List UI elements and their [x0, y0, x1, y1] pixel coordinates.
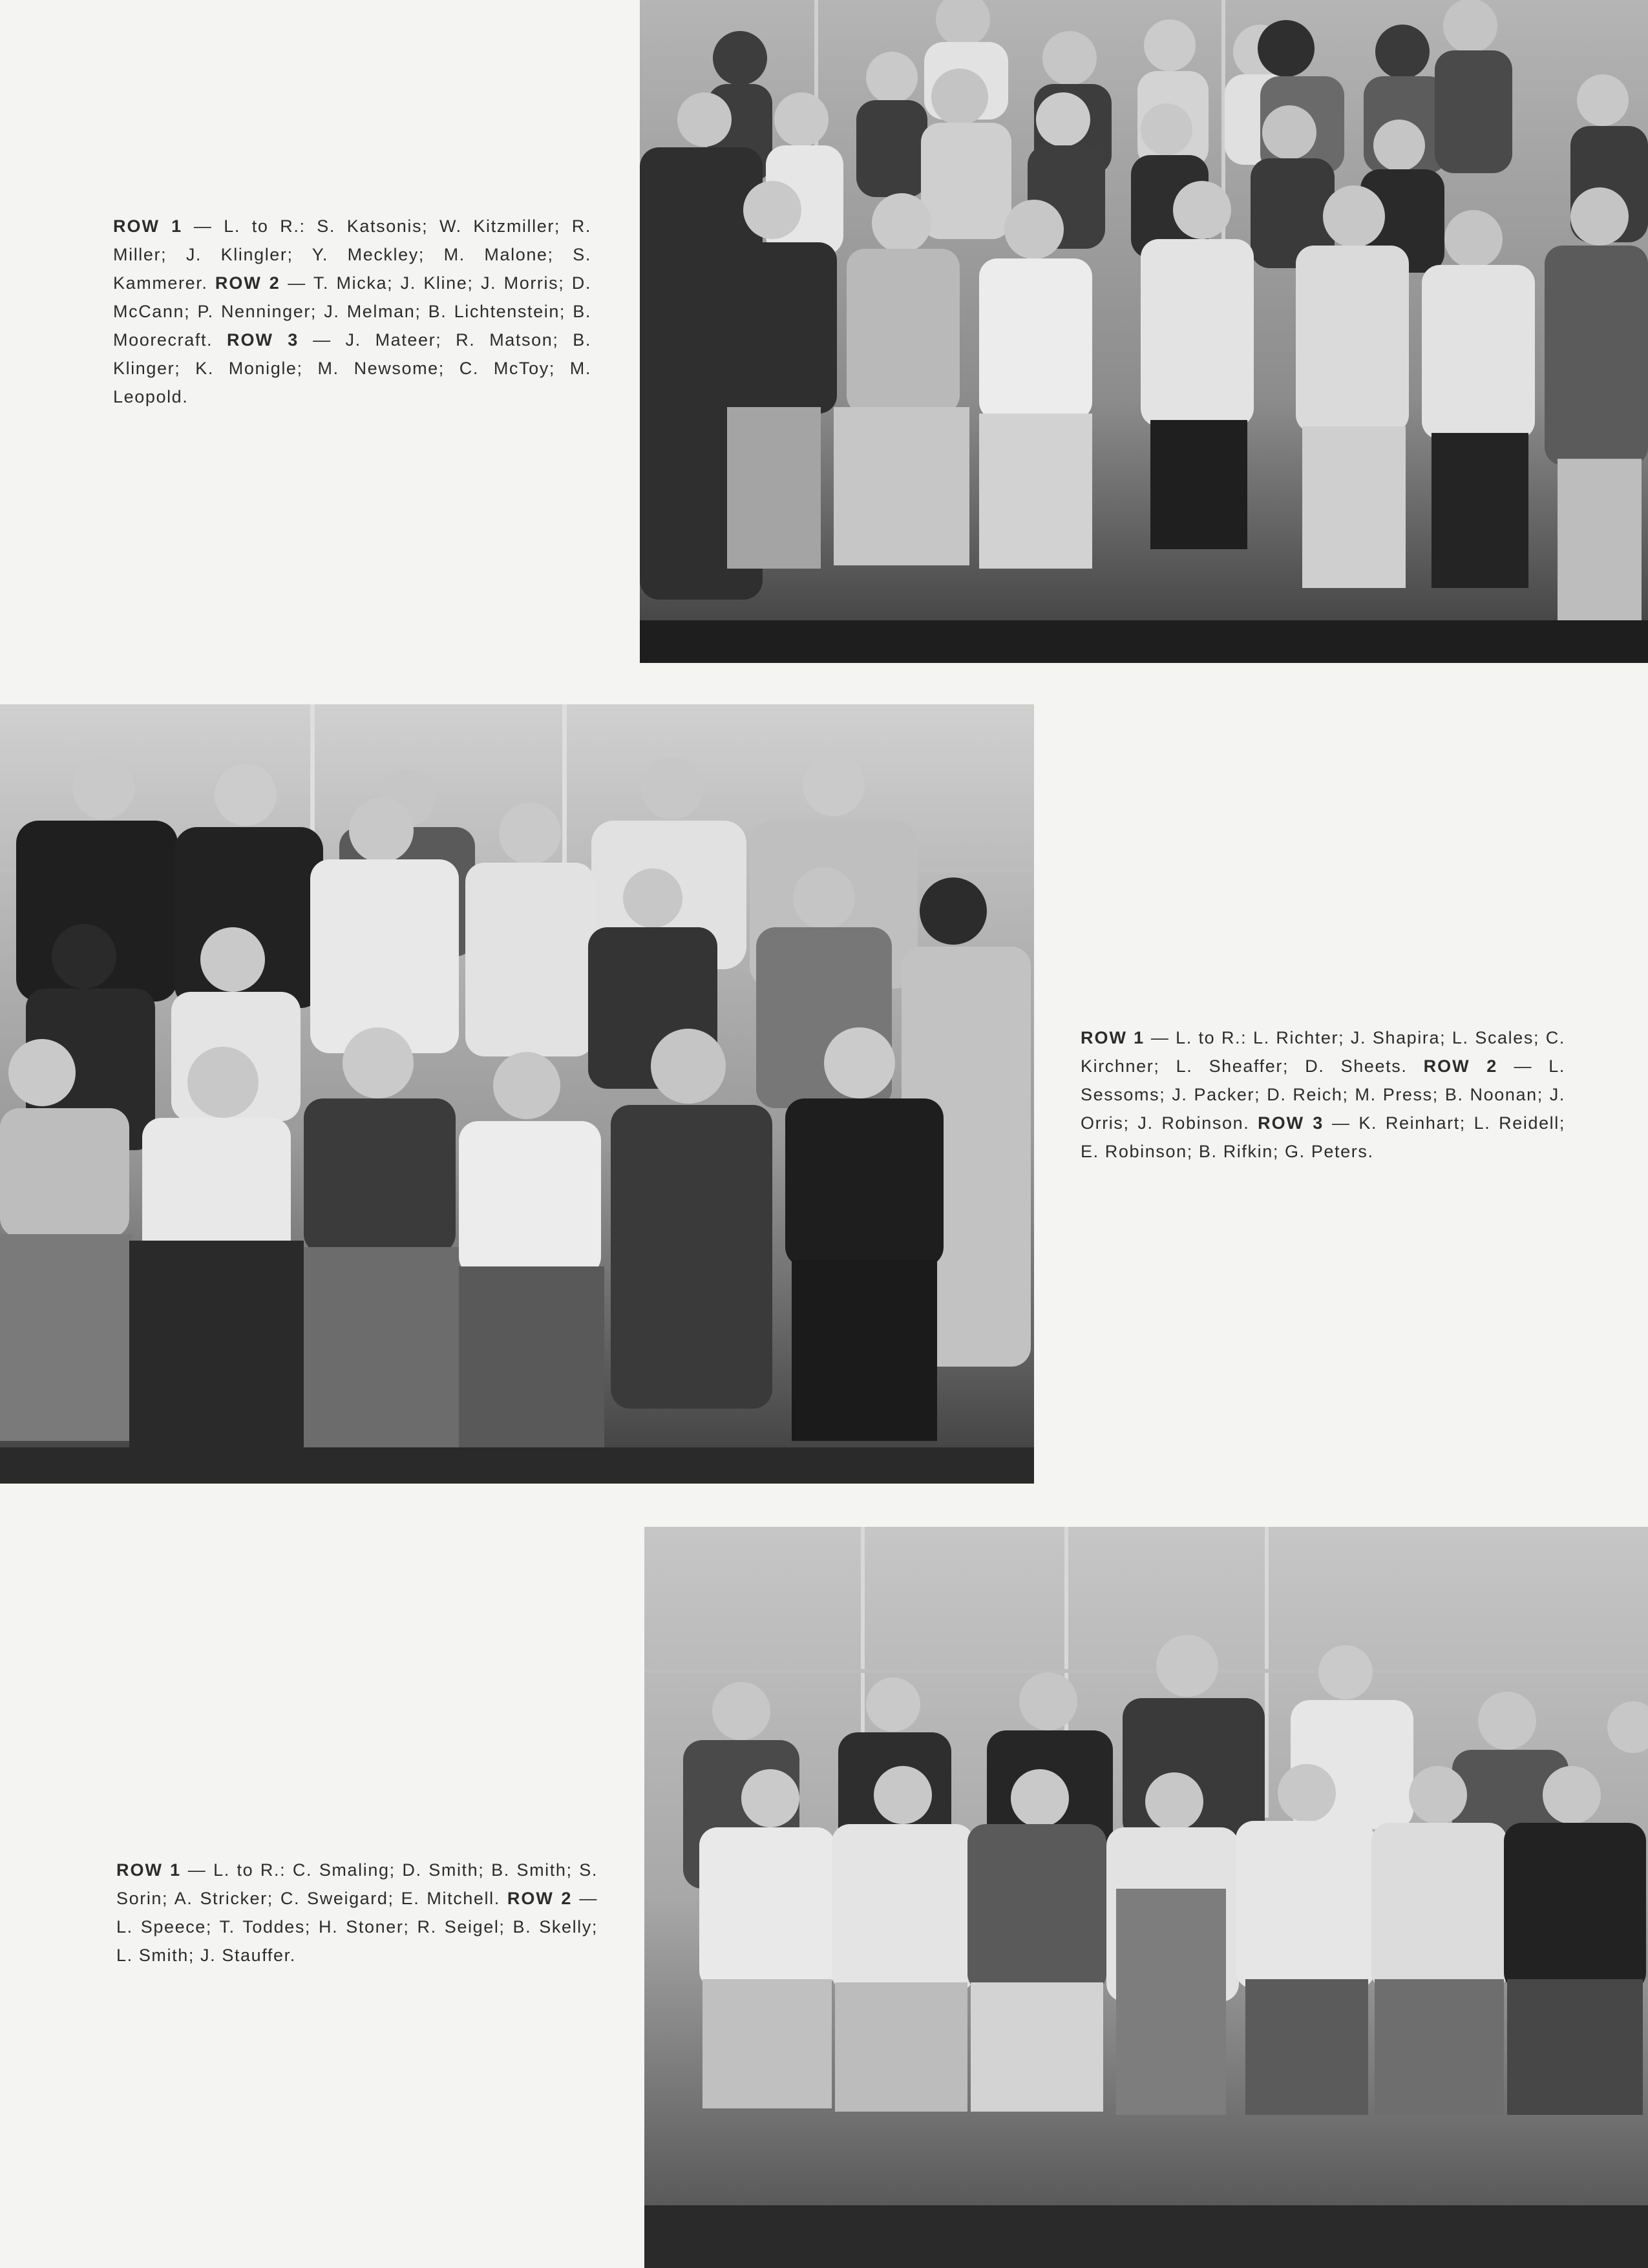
caption-group-1	[113, 212, 591, 411]
row-label: ROW 1	[1081, 1028, 1145, 1047]
group-photo-3-image	[644, 1527, 1648, 2268]
row-names: — L. to R.: S. Katsonis; W. Kitzmiller; R. Miller; J. Klingler; Y. Meckley; M. Malone; S. Kammerer.	[113, 216, 591, 293]
row-names: — L. Speece; T. Toddes; H. Stoner; R. Seigel; B. Skelly; L. Smith; J. Stauffer.	[116, 1889, 598, 1965]
group-photo-2-image	[0, 704, 1034, 1484]
caption-group-3	[116, 1856, 598, 1969]
row-label: ROW 2	[1423, 1056, 1498, 1076]
row-label: ROW 1	[113, 216, 183, 236]
row-names: — L. to R.: C. Smaling; D. Smith; B. Smith; S. Sorin; A. Stricker; C. Sweigard; E. Mitchell.	[116, 1860, 598, 1908]
row-names: — J. Mateer; R. Matson; B. Klinger; K. Monigle; M. Newsome; C. McToy; M. Leopold.	[113, 330, 591, 406]
row-names: — K. Reinhart; L. Reidell; E. Robinson; B. Rifkin; G. Peters.	[1081, 1113, 1565, 1161]
group-photo-1	[640, 0, 1648, 663]
group-photo-3	[644, 1527, 1648, 2268]
row-names: — T. Micka; J. Kline; J. Morris; D. McCann; P. Nenninger; J. Melman; B. Lichtenstein; B. Moorecraft.	[113, 273, 591, 350]
row-label: ROW 3	[1258, 1113, 1324, 1133]
row-label: ROW 2	[215, 273, 280, 293]
row-label: ROW 1	[116, 1860, 182, 1880]
row-names: — L. to R.: L. Richter; J. Shapira; L. Scales; C. Kirchner; L. Sheaffer; D. Sheets.	[1081, 1028, 1565, 1076]
group-photo-1-image	[640, 0, 1648, 663]
caption-group-2	[1081, 1024, 1565, 1166]
row-names: — L. Sessoms; J. Packer; D. Reich; M. Press; B. Noonan; J. Orris; J. Robinson.	[1081, 1056, 1565, 1133]
row-label: ROW 2	[507, 1889, 573, 1908]
row-label: ROW 3	[227, 330, 299, 350]
group-photo-2	[0, 704, 1034, 1484]
